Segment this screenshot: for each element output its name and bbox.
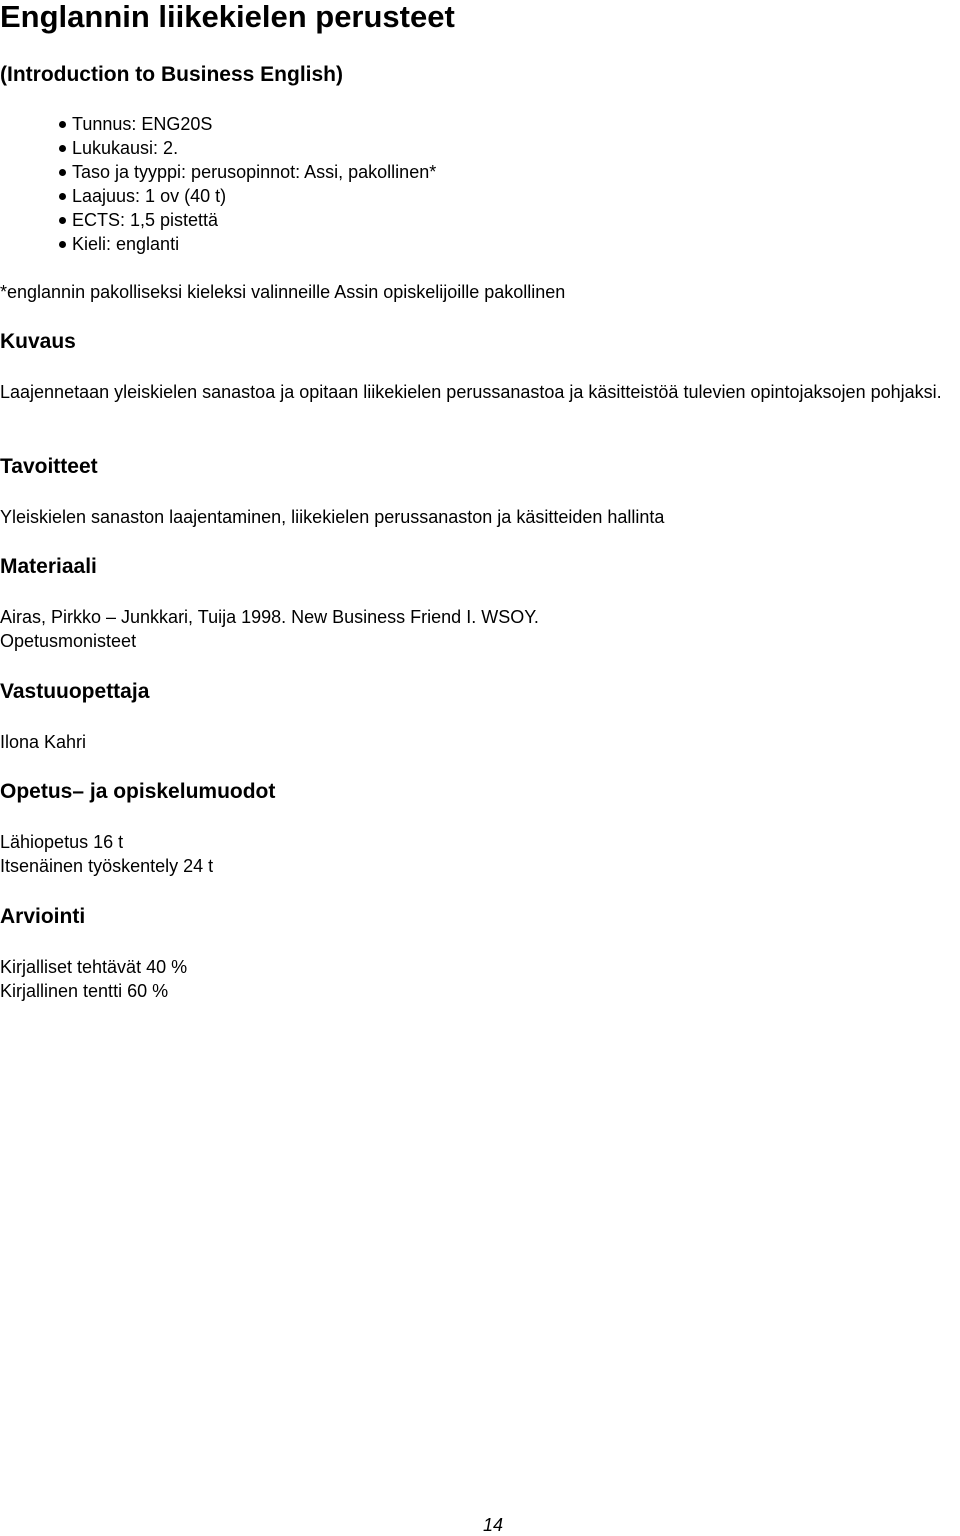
fact-item-scope: Laajuus: 1 ov (40 t) — [72, 184, 436, 208]
vastuuopettaja-text: Ilona Kahri — [0, 732, 87, 752]
tavoitteet-text: Yleiskielen sanaston laajentaminen, liikekielen perussanaston ja käsitteiden hallinta — [0, 507, 665, 527]
course-subtitle: (Introduction to Business English) — [0, 63, 343, 86]
bullet-icon — [59, 241, 66, 248]
fact-item-semester: Lukukausi: 2. — [72, 136, 436, 160]
bullet-icon — [59, 193, 66, 200]
arviointi-line-1: Kirjalliset tehtävät 40 % — [0, 957, 188, 977]
heading-vastuuopettaja: Vastuuopettaja — [0, 680, 150, 703]
fact-item-code: Tunnus: ENG20S — [72, 112, 436, 136]
fact-item-ects: ECTS: 1,5 pistettä — [72, 208, 436, 232]
opetusmuodot-line-1: Lähiopetus 16 t — [0, 832, 124, 852]
heading-tavoitteet: Tavoitteet — [0, 455, 98, 478]
course-facts-list — [72, 112, 436, 256]
fact-item-language: Kieli: englanti — [72, 232, 436, 256]
kuvaus-text: Laajennetaan yleiskielen sanastoa ja opitaan liikekielen perussanastoa ja käsitteistöä tulevien opintojaksojen pohjaksi. — [0, 382, 942, 402]
bullet-icon — [59, 169, 66, 176]
materiaali-line-2: Opetusmonisteet — [0, 631, 137, 651]
page-number: 14 — [483, 1515, 504, 1535]
footnote: *englannin pakolliseksi kieleksi valinneille Assin opiskelijoille pakollinen — [0, 282, 566, 302]
heading-materiaali: Materiaali — [0, 555, 97, 578]
bullet-icon — [59, 217, 66, 224]
bullet-icon — [59, 121, 66, 128]
bullet-icon — [59, 145, 66, 152]
arviointi-line-2: Kirjallinen tentti 60 % — [0, 981, 169, 1001]
opetusmuodot-line-2: Itsenäinen työskentely 24 t — [0, 856, 214, 876]
heading-opetusmuodot: Opetus– ja opiskelumuodot — [0, 780, 276, 803]
fact-item-level: Taso ja tyyppi: perusopinnot: Assi, pakollinen* — [72, 160, 436, 184]
heading-arviointi: Arviointi — [0, 905, 86, 928]
course-title: Englannin liikekielen perusteet — [0, 0, 455, 34]
materiaali-line-1: Airas, Pirkko – Junkkari, Tuija 1998. New Business Friend I. WSOY. — [0, 607, 539, 627]
heading-kuvaus: Kuvaus — [0, 330, 76, 353]
